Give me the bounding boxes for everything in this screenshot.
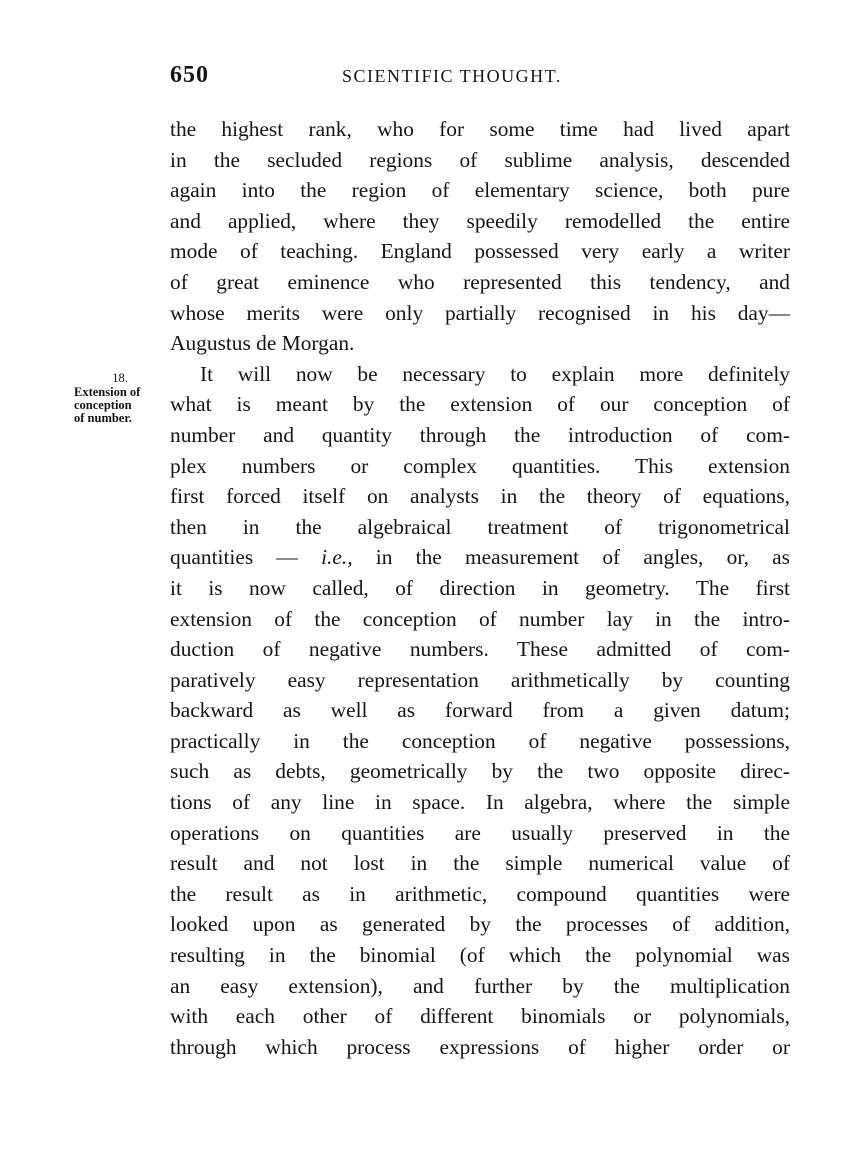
text-line: plex numbers or complex quantities. This extension	[170, 453, 790, 478]
text-line: resulting in the binomial (of which the polynomial was	[170, 943, 790, 968]
text-line: again into the region of elementary science, both pure	[170, 178, 790, 203]
text-line: tions of any line in space. In algebra, where the simple	[170, 790, 790, 815]
body-text	[170, 114, 790, 1062]
text-line: duction of negative numbers. These admitted of com-	[170, 637, 790, 662]
margin-note-line: Extension of	[74, 385, 141, 399]
text-line: the highest rank, who for some time had lived apart	[170, 117, 790, 141]
text-line: quantities — i.e., in the measurement of angles, or, as	[170, 545, 790, 570]
text-line: such as debts, geometrically by the two opposite direc-	[170, 759, 790, 784]
section-number: 18.	[112, 371, 128, 385]
text-line: what is meant by the extension of our conception of	[170, 392, 790, 417]
text-line: number and quantity through the introduction of com-	[170, 422, 790, 447]
text-line: first forced itself on analysts in the theory of equations,	[170, 484, 790, 509]
text-line: It will now be necessary to explain more definitely	[200, 361, 790, 386]
text-line: mode of teaching. England possessed very early a writer	[170, 239, 790, 264]
text-line: extension of the conception of number lay in the intro-	[170, 606, 790, 631]
page-number: 650	[170, 62, 209, 88]
text-line: practically in the conception of negative possessions,	[170, 728, 790, 753]
text-line: of great eminence who represented this tendency, and	[170, 269, 790, 294]
text-line: backward as well as forward from a given datum;	[170, 698, 790, 723]
running-title: SCIENTIFIC THOUGHT.	[342, 66, 562, 86]
text-line: result and not lost in the simple numerical value of	[170, 851, 790, 876]
text-line: with each other of different binomials or polynomials,	[170, 1004, 790, 1029]
text-line: paratively easy representation arithmetically by counting	[170, 667, 790, 692]
page-header	[170, 62, 790, 92]
text-line: then in the algebraical treatment of trigonometrical	[170, 514, 790, 539]
text-line: whose merits were only partially recognised in his day—	[170, 300, 790, 325]
text-line: through which process expressions of higher order or	[170, 1034, 790, 1059]
margin-note-line: of number.	[74, 411, 132, 425]
text-line: it is now called, of direction in geometry. The first	[170, 575, 790, 600]
text-line: Augustus de Morgan.	[170, 331, 355, 356]
text-line: an easy extension), and further by the multiplication	[170, 973, 790, 998]
text-line: operations on quantities are usually preserved in the	[170, 820, 790, 845]
margin-note	[74, 372, 166, 425]
text-line: looked upon as generated by the processes of addition,	[170, 912, 790, 937]
margin-note-line: conception	[74, 398, 132, 412]
text-line: the result as in arithmetic, compound quantities were	[170, 881, 790, 906]
text-line: and applied, where they speedily remodelled the entire	[170, 208, 790, 233]
text-line: in the secluded regions of sublime analysis, descended	[170, 147, 790, 172]
